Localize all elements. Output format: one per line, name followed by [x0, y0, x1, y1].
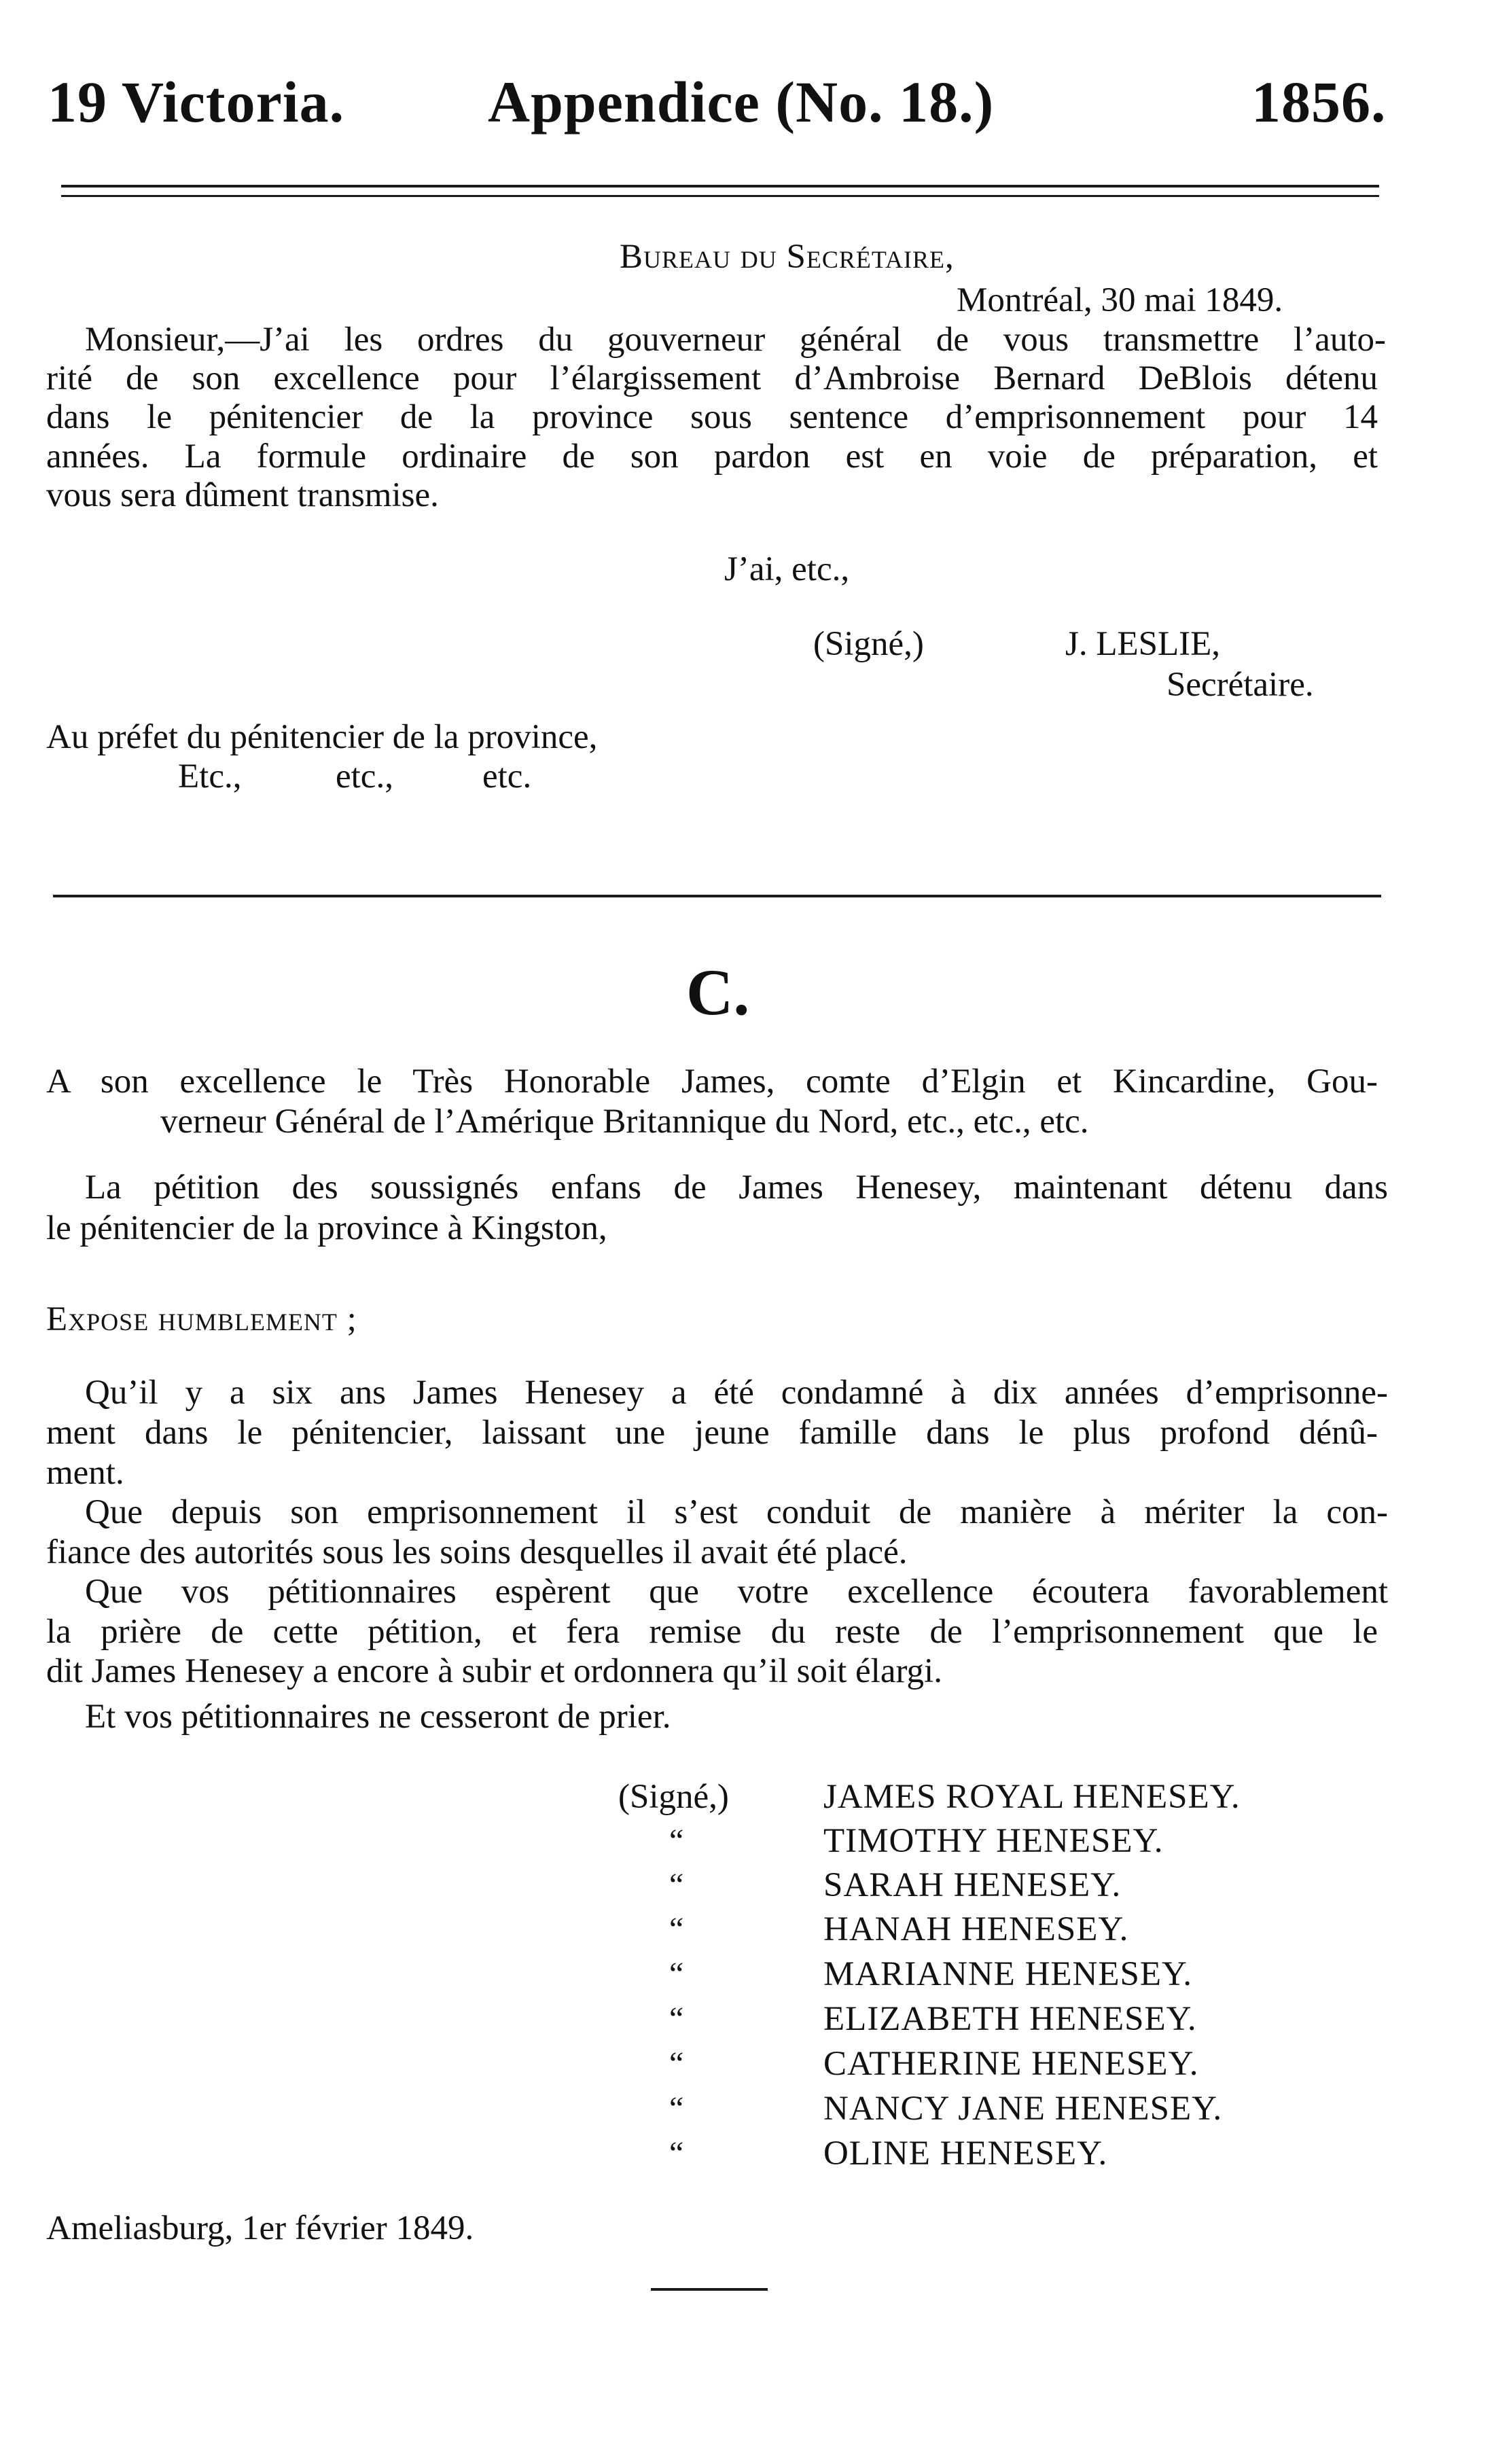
header-appendix: Appendice (No. 18.) [488, 69, 995, 135]
signatory-name: MARIANNE HENESEY. [823, 1955, 1193, 1993]
petition-expose-heading: Expose humblement ; [46, 1300, 357, 1338]
letter-body-line: années. La formule ordinaire de son pardon est en voie de préparation, et [46, 438, 1378, 476]
ditto-mark: “ [669, 1956, 684, 1992]
petition-body-line: Qu’il y a six ans James Henesey a été condamné à dix années d’emprisonne- [85, 1374, 1388, 1412]
petition-body-line: fiance des autorités sous les soins desquelles il avait été placé. [46, 1533, 908, 1571]
letter-signed-label: (Signé,) [813, 625, 924, 663]
signatory-name: SARAH HENESEY. [823, 1866, 1122, 1904]
petition-body-line: Que depuis son emprisonnement il s’est conduit de manière à mériter la con- [85, 1493, 1388, 1531]
petition-place-date: Ameliasburg, 1er février 1849. [46, 2209, 474, 2247]
section-letter-c: C. [686, 956, 750, 1029]
petition-signed-label: (Signé,) [618, 1778, 729, 1816]
letter-body-line: dans le pénitencier de la province sous sentence d’emprisonnement pour 14 [46, 398, 1378, 436]
ditto-mark: “ [669, 2046, 684, 2082]
petition-body-line: ment. [46, 1454, 124, 1492]
letter-signer: J. LESLIE, [1065, 625, 1221, 663]
letter-addressee: Au préfet du pénitencier de la province, [46, 718, 598, 756]
letter-body-line: rité de son excellence pour l’élargissement d’Ambroise Bernard DeBlois détenu [46, 359, 1378, 397]
letter-signer-title: Secrétaire. [1166, 666, 1314, 704]
petition-body-line: Et vos pétitionnaires ne cesseront de prier. [85, 1698, 671, 1736]
petition-intro-line: La pétition des soussignés enfans de James Henesey, maintenant détenu dans [85, 1168, 1388, 1207]
ditto-mark: “ [669, 2001, 684, 2037]
petition-intro-line: le pénitencier de la province à Kingston, [46, 1209, 607, 1247]
letter-body-line: vous sera dûment transmise. [46, 476, 439, 514]
signatory-name: TIMOTHY HENESEY. [823, 1822, 1164, 1860]
signatory-name: NANCY JANE HENESEY. [823, 2090, 1223, 2128]
ditto-mark: “ [669, 1911, 684, 1947]
signatory-name: OLINE HENESEY. [823, 2135, 1108, 2173]
header-rule-bottom [61, 195, 1379, 197]
petition-body-line: ment dans le pénitencier, laissant une jeune famille dans le plus profond dénû- [46, 1414, 1378, 1452]
signatory-name: CATHERINE HENESEY. [823, 2045, 1199, 2083]
section-divider [53, 895, 1381, 897]
signatory-name: HANAH HENESEY. [823, 1910, 1129, 1948]
ditto-mark: “ [669, 1867, 684, 1903]
petition-body-line: la prière de cette pétition, et fera remise du reste de l’emprisonnement que le [46, 1613, 1378, 1651]
letter-addressee-etc: Etc., [178, 757, 242, 796]
header-volume: 19 Victoria. [48, 69, 345, 135]
letter-addressee-etc: etc. [482, 757, 532, 796]
signatory-name: ELIZABETH HENESEY. [823, 2000, 1197, 2038]
letter-addressee-etc: etc., [336, 757, 393, 796]
petition-address-line: verneur Général de l’Amérique Britannique du Nord, etc., etc., etc. [160, 1103, 1089, 1141]
header-year: 1856. [1251, 69, 1387, 135]
petition-body-line: dit James Henesey a encore à subir et ordonnera qu’il soit élargi. [46, 1652, 942, 1690]
header-rule-top [61, 185, 1379, 188]
signatory-name: JAMES ROYAL HENESEY. [823, 1778, 1241, 1816]
ditto-mark: “ [669, 1823, 684, 1859]
ditto-mark: “ [669, 2090, 684, 2126]
letter-office: Bureau du Secrétaire, [620, 238, 955, 276]
letter-place-date: Montréal, 30 mai 1849. [957, 281, 1283, 319]
petition-address-line: A son excellence le Très Honorable James, comte d’Elgin et Kincardine, Gou- [46, 1063, 1378, 1101]
letter-closing: J’ai, etc., [724, 550, 850, 588]
end-rule [651, 2288, 768, 2291]
petition-body-line: Que vos pétitionnaires espèrent que votre excellence écoutera favorablement [85, 1573, 1388, 1611]
ditto-mark: “ [669, 2135, 684, 2171]
letter-body-line: Monsieur,—J’ai les ordres du gouverneur général de vous transmettre l’auto- [85, 321, 1386, 359]
